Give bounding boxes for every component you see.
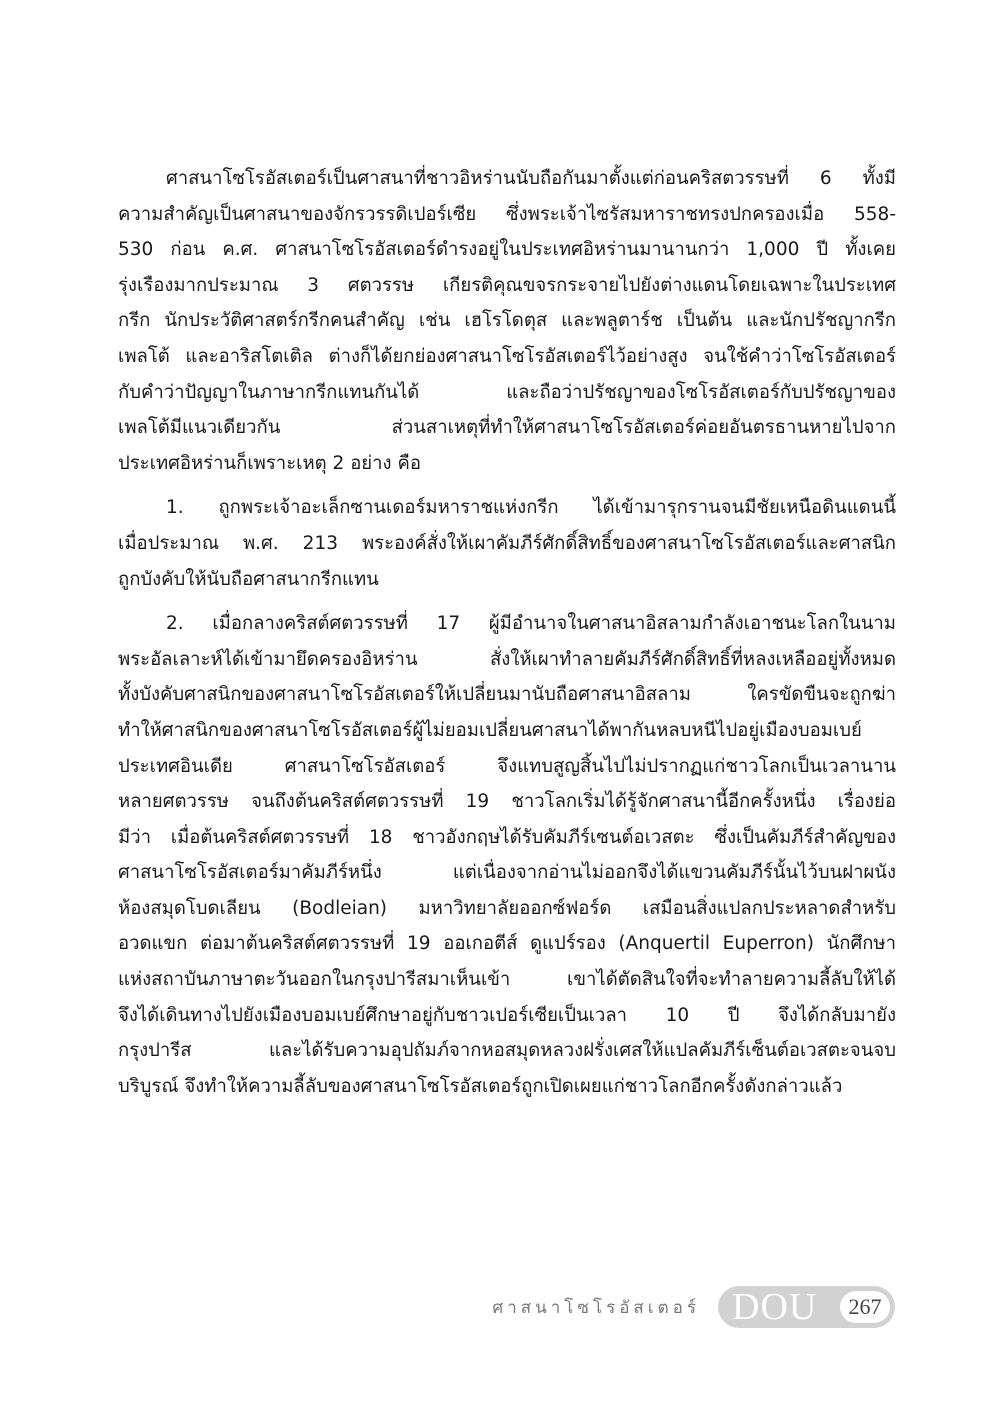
text-line: ถูกบังคับให้นับถือศาสนากรีกแทน bbox=[118, 568, 379, 590]
text-line: ทำให้ศาสนิกของศาสนาโซโรอัสเตอร์ผู้ไม่ยอมเปลี่ยนศาสนาได้พากันหลบหนีไปอยู่เมืองบอมเบย์ bbox=[118, 719, 862, 741]
text-line: กรีก นักประวัติศาสตร์กรีกคนสำคัญ เช่น เฮโรโดตุส และพลูตาร์ช เป็นต้น และนักปรัชญากรีก bbox=[118, 310, 896, 332]
text-line: 1. ถูกพระเจ้าอะเล็กซานเดอร์มหาราชแห่งกรีก ได้เข้ามารุกรานจนมีชัยเหนือดินแดนนี้ bbox=[166, 497, 896, 519]
page-number: 267 bbox=[840, 1291, 890, 1323]
text-line: ศาสนาโซโรอัสเตอร์มาคัมภีร์หนึ่ง แต่เนื่องจากอ่านไม่ออกจึงได้แขวนคัมภีร์นั้นไว้บนฝาผนัง bbox=[118, 862, 896, 884]
page-footer bbox=[0, 1283, 1000, 1331]
text-line: บริบูรณ์ จึงทำให้ความลี้ลับของศาสนาโซโรอัสเตอร์ถูกเปิดเผยแก่ชาวโลกอีกครั้งดังกล่าวแล้ว bbox=[118, 1075, 843, 1097]
text-line: ทั้งบังคับศาสนิกของศาสนาโซโรอัสเตอร์ให้เปลี่ยนมานับถือศาสนาอิสลาม ใครขัดขืนจะถูกฆ่า bbox=[118, 684, 896, 706]
text-line: 530 ก่อน ค.ศ. ศาสนาโซโรอัสเตอร์ดำรงอยู่ในประเทศอิหร่านมานานกว่า 1,000 ปี ทั้งเคย bbox=[118, 239, 896, 261]
running-title: ศาสนาโซโรอัสเตอร์ bbox=[492, 1298, 700, 1318]
paragraph-intro bbox=[118, 161, 896, 481]
paragraph-cause-1 bbox=[118, 490, 896, 597]
text-line: เพลโต้ และอาริสโตเติล ต่างก็ได้ยกย่องศาสนาโซโรอัสเตอร์ไว้อย่างสูง จนใช้คำว่าโซโรอัสเตอร์ bbox=[118, 345, 896, 367]
text-line: พระอัลเลาะห์ได้เข้ามายึดครองอิหร่าน สั่งให้เผาทำลายคัมภีร์ศักดิ์สิทธิ์ที่หลงเหลืออยู่ทั้งหมด bbox=[118, 648, 896, 670]
text-line: เพลโต้มีแนวเดียวกัน ส่วนสาเหตุที่ทำให้ศาสนาโซโรอัสเตอร์ค่อยอันตรธานหายไปจาก bbox=[118, 417, 896, 439]
dou-logo: DOU bbox=[732, 1286, 818, 1328]
text-line: กับคำว่าปัญญาในภาษากรีกแทนกันได้ และถือว่าปรัชญาของโซโรอัสเตอร์กับปรัชญาของ bbox=[118, 381, 896, 403]
text-line: ห้องสมุดโบดเลียน (Bodleian) มหาวิทยาลัยออกซ์ฟอร์ด เสมือนสิ่งแปลกประหลาดสำหรับ bbox=[118, 897, 896, 919]
body-text bbox=[118, 161, 896, 1113]
text-line: รุ่งเรืองมากประมาณ 3 ศตวรรษ เกียรติคุณขจรกระจายไปยังต่างแดนโดยเฉพาะในประเทศ bbox=[118, 274, 896, 296]
text-line: หลายศตวรรษ จนถึงต้นคริสต์ศตวรรษที่ 19 ชาวโลกเริ่มได้รู้จักศาสนานี้อีกครั้งหนึ่ง เรื่องย่อ bbox=[118, 791, 896, 813]
text-line: จึงได้เดินทางไปยังเมืองบอมเบย์ศึกษาอยู่กับชาวเปอร์เซียเป็นเวลา 10 ปี จึงได้กลับมายัง bbox=[118, 1004, 896, 1026]
text-line: ความสำคัญเป็นศาสนาของจักรวรรดิเปอร์เซีย ซึ่งพระเจ้าไซรัสมหาราชทรงปกครองเมื่อ 558- bbox=[118, 203, 896, 225]
dou-badge bbox=[718, 1286, 895, 1328]
text-line: เมื่อประมาณ พ.ศ. 213 พระองค์สั่งให้เผาคัมภีร์ศักดิ์สิทธิ์ของศาสนาโซโรอัสเตอร์และศาสนิก bbox=[118, 532, 896, 554]
text-line: อวดแขก ต่อมาต้นคริสต์ศตวรรษที่ 19 ออเกอตีส์ ดูแปร์รอง (Anquertil Euperron) นักศึกษา bbox=[118, 933, 896, 955]
text-line: ศาสนาโซโรอัสเตอร์เป็นศาสนาที่ชาวอิหร่านนับถือกันมาตั้งแต่ก่อนคริสตวรรษที่ 6 ทั้งมี bbox=[166, 168, 896, 189]
text-line: กรุงปารีส และได้รับความอุปถัมภ์จากหอสมุดหลวงฝรั่งเศสให้แปลคัมภีร์เซ็นต์อเวสตะจนจบ bbox=[118, 1040, 896, 1062]
text-line: ประเทศอินเดีย ศาสนาโซโรอัสเตอร์ จึงแทบสูญสิ้นไปไม่ปรากฏแก่ชาวโลกเป็นเวลานาน bbox=[118, 755, 896, 777]
text-line: มีว่า เมื่อต้นคริสต์ศตวรรษที่ 18 ชาวอังกฤษได้รับคัมภีร์เซนต์อเวสตะ ซึ่งเป็นคัมภีร์สำคัญของ bbox=[118, 826, 896, 848]
paragraph-cause-2 bbox=[118, 606, 896, 1104]
text-line: แห่งสถาบันภาษาตะวันออกในกรุงปารีสมาเห็นเข้า เขาได้ตัดสินใจที่จะทำลายความลี้ลับให้ได้ bbox=[118, 969, 896, 991]
text-line: ประเทศอิหร่านก็เพราะเหตุ 2 อย่าง คือ bbox=[118, 452, 421, 474]
text-line: 2. เมื่อกลางคริสต์ศตวรรษที่ 17 ผู้มีอำนาจในศาสนาอิสลามกำลังเอาชนะโลกในนาม bbox=[166, 613, 896, 635]
